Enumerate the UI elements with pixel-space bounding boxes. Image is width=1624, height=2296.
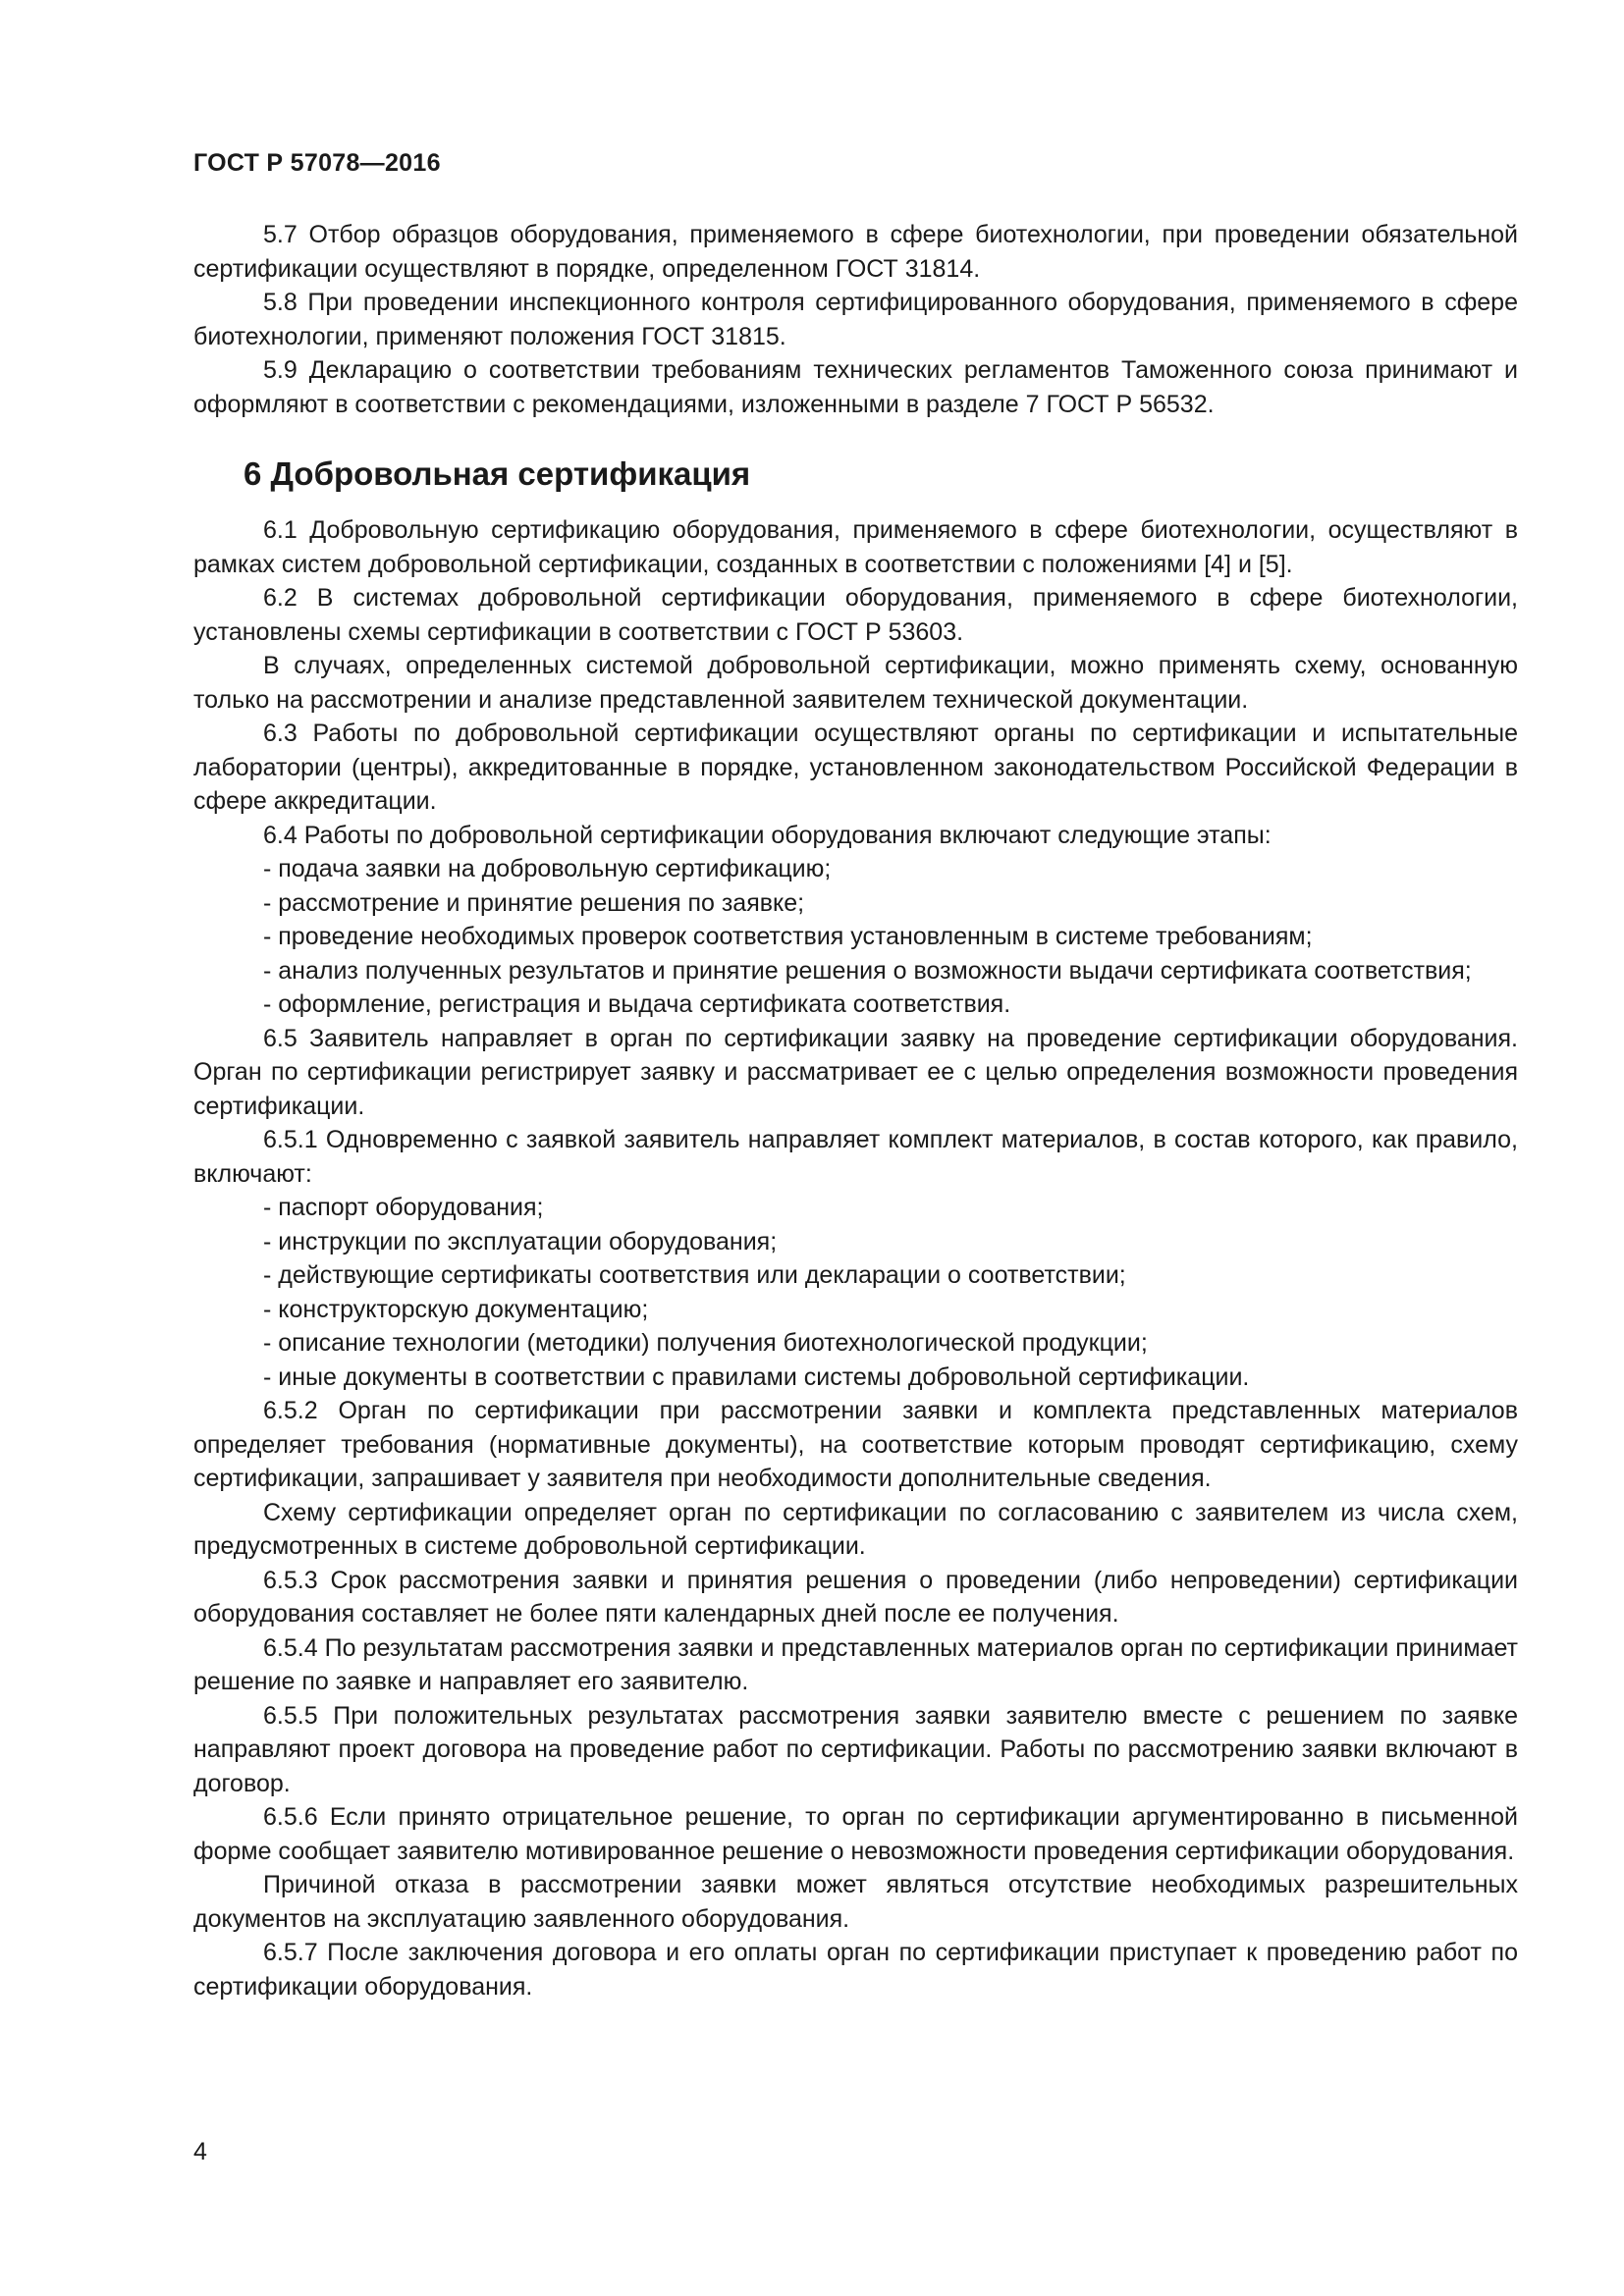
clause-6-5-4: 6.5.4 По результатам рассмотрения заявки и представленных материалов орган по сертификации принимает решение по заявке и направляет его заявителю.	[193, 1633, 1518, 1695]
clause-6-2-continuation: В случаях, определенных системой добровольной сертификации, можно применять схему, основанную только на рассмотрении и анализе представленной заявителем технической документации.	[193, 652, 1518, 714]
clause-6-5-2-continuation: Схему сертификации определяет орган по сертификации по согласованию с заявителем из числа схем, предусмотренных в системе добровольной сертификации.	[193, 1498, 1518, 1560]
list-item-6-5-1: - описание технологии (методики) получения биотехнологической продукции;	[263, 1329, 1148, 1357]
list-item-6-4: - подача заявки на добровольную сертификацию;	[263, 855, 832, 882]
document-code-header: ГОСТ Р 57078—2016	[193, 149, 441, 177]
clause-6-1: 6.1 Добровольную сертификацию оборудования, применяемого в сфере биотехнологии, осуществляют в рамках систем добровольной сертификации, созданных в соответствии с положениями [4] и [5].	[193, 516, 1518, 578]
clause-6-2: 6.2 В системах добровольной сертификации оборудования, применяемого в сфере биотехнологии, установлены схемы сертификации в соответствии с ГОСТ Р 53603.	[193, 584, 1518, 646]
list-item-6-4: - оформление, регистрация и выдача сертификата соответствия.	[263, 990, 1011, 1018]
page-number: 4	[193, 2138, 207, 2165]
clause-6-4: 6.4 Работы по добровольной сертификации оборудования включают следующие этапы:	[263, 821, 1272, 849]
clause-6-5-1: 6.5.1 Одновременно с заявкой заявитель направляет комплект материалов, в состав которого, как правило, включают:	[193, 1126, 1518, 1188]
list-item-6-5-1: - конструкторскую документацию;	[263, 1295, 649, 1323]
list-item-6-4: - проведение необходимых проверок соответствия установленным в системе требованиям;	[263, 923, 1313, 950]
clause-6-5-3: 6.5.3 Срок рассмотрения заявки и принятия решения о проведении (либо непроведении) сертификации оборудования составляет не более пяти календарных дней после ее получения.	[193, 1566, 1518, 1628]
list-item-6-4: - анализ полученных результатов и принятие решения о возможности выдачи сертификата соответствия;	[263, 956, 1472, 985]
clause-6-5-6-continuation: Причиной отказа в рассмотрении заявки может являться отсутствие необходимых разрешительных документов на эксплуатацию заявленного оборудования.	[193, 1871, 1518, 1933]
clause-6-3: 6.3 Работы по добровольной сертификации осуществляют органы по сертификации и испытательные лаборатории (центры), аккредитованные в порядке, установленном законодательством Российской Федерации в сфере аккредитации.	[193, 720, 1518, 815]
document-body	[193, 218, 1518, 2003]
clause-6-5-6: 6.5.6 Если принято отрицательное решение, то орган по сертификации аргументированно в письменной форме сообщает заявителю мотивированное решение о невозможности проведения сертификации оборудования.	[193, 1803, 1518, 1865]
clause-5-9: 5.9 Декларацию о соответствии требованиям технических регламентов Таможенного союза принимают и оформляют в соответствии с рекомендациями, изложенными в разделе 7 ГОСТ Р 56532.	[193, 356, 1518, 418]
list-item-6-5-1: - действующие сертификаты соответствия или декларации о соответствии;	[263, 1261, 1126, 1289]
clause-6-5-5: 6.5.5 При положительных результатах рассмотрения заявки заявителю вместе с решением по заявке направляют проект договора на проведение работ по сертификации. Работы по рассмотрению заявки включают в договор.	[193, 1701, 1518, 1797]
clause-6-5-2: 6.5.2 Орган по сертификации при рассмотрении заявки и комплекта представленных материалов определяет требования (нормативные документы), на соответствие которым проводят сертификацию, схему сертификации, запрашивает у заявителя при необходимости дополнительные сведения.	[193, 1397, 1518, 1492]
clause-6-5-7: 6.5.7 После заключения договора и его оплаты орган по сертификации приступает к проведению работ по сертификации оборудования.	[193, 1939, 1518, 2001]
list-item-6-5-1: - инструкции по эксплуатации оборудования;	[263, 1227, 778, 1255]
clause-5-7: 5.7 Отбор образцов оборудования, применяемого в сфере биотехнологии, при проведении обязательной сертификации осуществляют в порядке, определенном ГОСТ 31814.	[193, 221, 1518, 283]
clause-5-8: 5.8 При проведении инспекционного контроля сертифицированного оборудования, применяемого в сфере биотехнологии, применяют положения ГОСТ 31815.	[193, 289, 1518, 350]
list-item-6-5-1: - иные документы в соответствии с правилами системы добровольной сертификации.	[263, 1362, 1250, 1391]
list-item-6-4: - рассмотрение и принятие решения по заявке;	[263, 888, 805, 917]
section-6-heading: 6 Добровольная сертификация	[244, 455, 751, 492]
clause-6-5: 6.5 Заявитель направляет в орган по сертификации заявку на проведение сертификации оборудования. Орган по сертификации регистрирует заявку и рассматривает ее с целью определения возможности проведения сертификации.	[193, 1024, 1518, 1120]
list-item-6-5-1: - паспорт оборудования;	[263, 1194, 544, 1221]
